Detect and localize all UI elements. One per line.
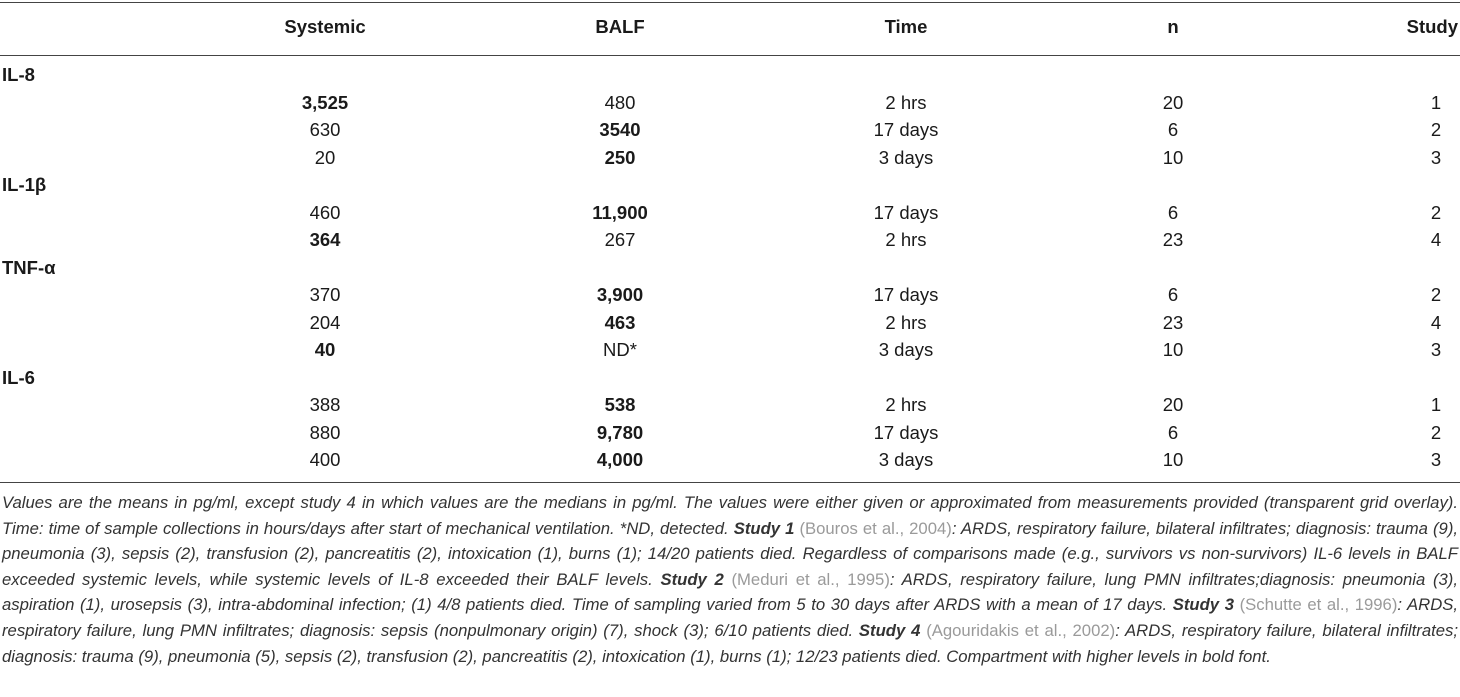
cell-balf: 538 [604,394,636,415]
study-2-label: Study 2 [660,569,724,589]
cell-study: 3 [1430,339,1442,360]
cell-time: 3 days [878,146,934,168]
cell-n: 6 [1167,201,1179,223]
header-balf: BALF [595,16,645,37]
header-n: n [1167,16,1179,37]
cell-study: 2 [1430,119,1442,140]
group-label: TNF-α [2,256,56,278]
cell-study: 3 [1430,449,1442,470]
study-1-label: Study 1 [733,518,795,538]
cell-balf: 4,000 [596,449,644,470]
cell-systemic: 630 [309,119,341,140]
cell-balf: 3540 [599,119,641,140]
cell-n: 6 [1167,421,1179,443]
cell-balf: ND* [603,339,637,360]
header-time: Time [884,16,928,37]
table-bottom-rule [0,482,1460,483]
cell-balf: 463 [604,311,636,333]
study-1-text: : ARDS, respiratory failure, bilateral infiltrates; diagnosis: trauma (9), pneumonia (3), sepsis (2), transfusion (2), pancreatitis (2), intoxication (1), burns (1); 14/20 patients died. Regardless of comparisons made (e.g., survivors vs non-survivors) IL-6 levels in BALF exceeded systemic levels, while systemic levels of IL-8 exceeded their BALF levels. [2,518,1459,589]
cell-study: 4 [1430,229,1442,250]
cell-n: 23 [1162,311,1184,333]
cell-study: 4 [1430,311,1442,333]
cell-systemic: 364 [309,229,341,250]
cell-study: 2 [1430,284,1442,305]
cell-study: 2 [1430,201,1442,223]
cell-balf: 267 [604,229,636,250]
cell-time: 2 hrs [885,394,927,415]
footnote-closing: Compartment with higher levels in bold font. [946,646,1271,666]
cell-time: 17 days [873,201,939,223]
footnote-intro: Values are the means in pg/ml, except study 4 in which values are the medians in pg/ml. The values were either given or approximated from measurements provided (transparent grid overlay). Time: time of sample collections in hours/days after start of mechanical ventilation. *ND, detected. [2,493,1458,538]
cell-n: 10 [1162,146,1184,168]
cell-systemic: 880 [309,421,341,443]
cell-balf: 9,780 [596,421,644,443]
cell-time: 17 days [873,284,939,305]
cell-systemic: 388 [309,394,341,415]
study-3-text: : ARDS, respiratory failure, lung PMN infiltrates; diagnosis: sepsis (nonpulmonary origin) (7), shock (3); 6/10 patients died. [2,595,1459,640]
cell-n: 6 [1167,119,1179,140]
cell-systemic: 204 [309,311,341,333]
study-2-text: : ARDS, respiratory failure, lung PMN infiltrates;diagnosis: pneumonia (3), aspiration (1), urosepsis (3), intra-abdominal infection; (1) 4/8 patients died. Time of sampling varied from 5 to 30 days after ARDS with a mean of 17 days. [2,569,1458,615]
cell-n: 23 [1162,229,1184,250]
table-footnote [2,490,1458,669]
cell-time: 3 days [878,339,934,360]
study-3-citation-link[interactable]: (Schutte et al., 1996) [1239,595,1398,615]
cell-n: 6 [1167,284,1179,305]
cell-time: 17 days [873,119,939,140]
table-top-rule [0,2,1460,3]
cell-balf: 250 [604,146,636,168]
study-1-citation-link[interactable]: (Bouros et al., 2004) [799,518,952,538]
cell-systemic: 40 [314,339,336,360]
study-4-text: : ARDS, respiratory failure, bilateral infiltrates; diagnosis: trauma (9), pneumonia (5), sepsis (2), transfusion (2), pancreatitis (2), intoxication (1), burns (1); 12/23 patients died. [2,620,1459,666]
study-4-citation-link[interactable]: (Agouridakis et al., 2002) [926,620,1116,640]
header-study: Study [1406,16,1458,37]
cell-time: 2 hrs [885,91,927,113]
cell-systemic: 400 [309,449,341,470]
cell-systemic: 460 [309,201,341,223]
group-label: IL-6 [2,366,35,388]
header-rule [0,55,1460,56]
header-systemic: Systemic [284,16,366,37]
cell-time: 2 hrs [885,229,927,250]
group-label: IL-1β [2,174,47,195]
cell-systemic: 20 [314,146,336,168]
study-4-label: Study 4 [858,620,921,640]
cell-study: 1 [1430,394,1442,415]
cell-study: 3 [1430,146,1442,168]
group-label: IL-8 [2,64,35,85]
cell-systemic: 370 [309,284,341,305]
cell-balf: 480 [604,91,636,113]
cell-systemic: 3,525 [301,91,349,113]
cell-time: 2 hrs [885,311,927,333]
cell-time: 17 days [873,421,939,443]
cell-balf: 3,900 [596,284,644,305]
cell-study: 2 [1430,421,1442,443]
study-2-citation-link[interactable]: (Meduri et al., 1995) [731,569,890,589]
cell-n: 20 [1162,91,1184,113]
cell-study: 1 [1430,91,1442,113]
cell-time: 3 days [878,449,934,470]
cell-balf: 11,900 [592,201,648,223]
cell-n: 10 [1162,339,1184,360]
study-3-label: Study 3 [1172,595,1234,615]
cell-n: 10 [1162,449,1184,470]
cell-n: 20 [1162,394,1184,415]
